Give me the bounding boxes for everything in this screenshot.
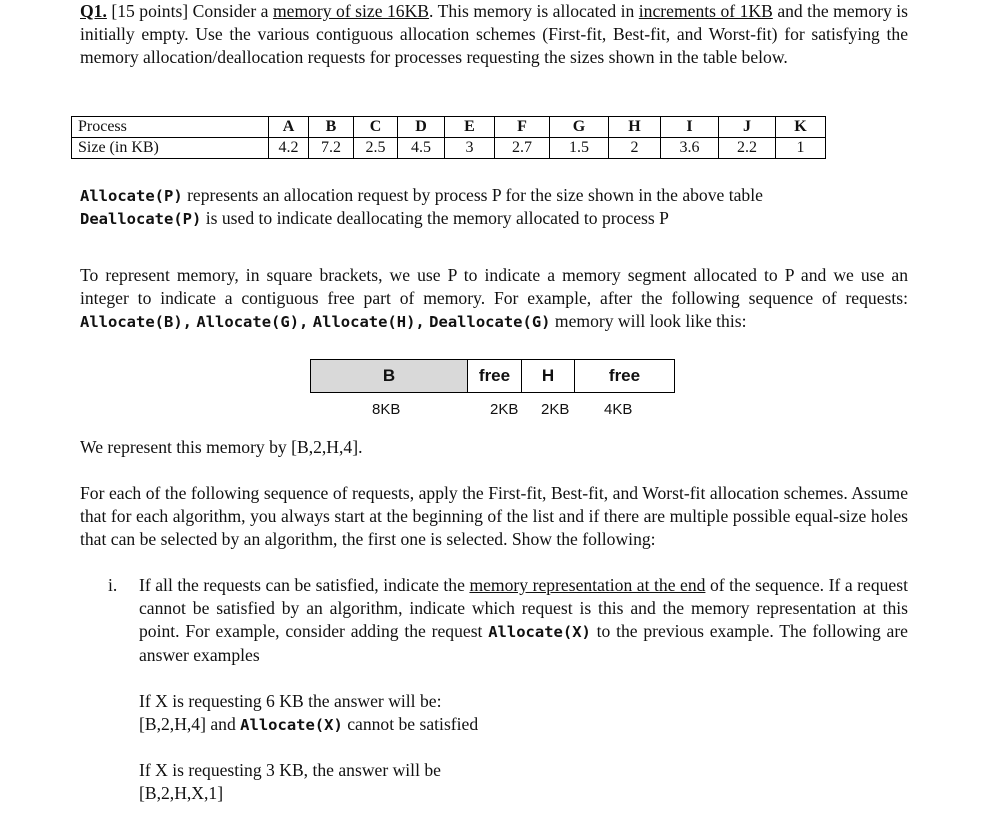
size-cell: 2.5	[354, 138, 398, 159]
example2-line2: [B,2,H,X,1]	[139, 783, 224, 803]
process-row-label: Process	[72, 117, 269, 138]
item-i-text	[139, 574, 908, 667]
item-marker: i.	[108, 575, 118, 595]
instructions-paragraph: For each of the following sequence of requests, apply the First-fit, Best-fit, and Worst-fit allocation schemes. Assume that for each algorithm, you always start at the beginning of the list and if there are multiple possible equal-size holes that can be selected by an algorithm, the first one is selected. Show the following:	[80, 483, 908, 549]
size-cell: 4.2	[269, 138, 309, 159]
memory-segment-free: free	[468, 360, 522, 392]
process-cell: J	[719, 117, 776, 138]
request-code: Deallocate(G)	[429, 313, 551, 331]
process-cell: D	[398, 117, 445, 138]
item-i-underlined: memory representation at the end	[469, 575, 706, 595]
memory-segment-b: B	[311, 360, 468, 392]
allocate-text: represents an allocation request by process P for the size shown in the above table	[187, 185, 763, 205]
size-cell: 1	[776, 138, 826, 159]
request-code: Allocate(B),	[80, 313, 192, 331]
process-cell: G	[550, 117, 609, 138]
memory-bar	[310, 359, 675, 393]
example1-line1: If X is requesting 6 KB the answer will be:	[139, 691, 442, 711]
size-row	[72, 138, 826, 159]
allocate-code: Allocate(P)	[80, 187, 183, 205]
size-cell: 2.2	[719, 138, 776, 159]
size-cell: 2	[609, 138, 661, 159]
process-row	[72, 117, 826, 138]
example1-line2	[139, 713, 478, 737]
item-i-text-b: of the sequence. If a request cannot be satisfied by an algorithm, indicate which request is this and the memory representation at this point. For example, consider adding the request	[139, 575, 908, 641]
item-i-text-a: If all the requests can be satisfied, indicate the	[139, 575, 465, 595]
memory-size-label: 8KB	[372, 401, 401, 418]
item-i-text-c: to the previous example. The following are answer examples	[139, 621, 908, 665]
memory-size-label: 2KB	[490, 401, 519, 418]
deallocate-text: is used to indicate deallocating the memory allocated to process P	[205, 208, 669, 228]
memory-size-label: 2KB	[541, 401, 570, 418]
process-table-wrap	[80, 116, 826, 159]
allocate-definition	[80, 184, 763, 208]
example1-text-a: [B,2,H,4] and	[139, 714, 236, 734]
size-cell: 1.5	[550, 138, 609, 159]
process-cell: F	[495, 117, 550, 138]
increments-phrase: increments of 1KB	[638, 1, 773, 21]
request-code: Allocate(H),	[312, 313, 425, 331]
question-number: Q1.	[80, 1, 107, 21]
representation-text-b: memory will look like this:	[554, 311, 747, 331]
represent-line: We represent this memory by [B,2,H,4].	[80, 437, 363, 457]
intro-text-c: and the memory is initially empty. Use the various contiguous allocation schemes (First-fit, Best-fit, and Worst-fit) for satisfying the memory allocation/deallocation requests for processes requesting the sizes shown in the table below.	[80, 1, 908, 67]
memory-segment-h: H	[522, 360, 575, 392]
size-cell: 3.6	[661, 138, 719, 159]
request-code: Allocate(G),	[196, 313, 309, 331]
size-cell: 4.5	[398, 138, 445, 159]
example1-text-b: cannot be satisfied	[347, 714, 479, 734]
process-cell: K	[776, 117, 826, 138]
intro-text-b: . This memory is allocated in	[429, 1, 635, 21]
size-cell: 7.2	[309, 138, 354, 159]
representation-text-a: To represent memory, in square brackets, we use P to indicate a memory segment allocated to P and we use an integer to indicate a contiguous free part of memory. For example, after the following sequence of requests:	[80, 265, 908, 308]
intro-text-a: Consider a	[192, 1, 269, 21]
process-table	[71, 116, 826, 159]
deallocate-code: Deallocate(P)	[80, 210, 202, 228]
process-cell: A	[269, 117, 309, 138]
question-intro	[80, 0, 908, 69]
size-row-label: Size (in KB)	[72, 138, 269, 159]
memory-size-labels	[310, 401, 675, 421]
process-cell: C	[354, 117, 398, 138]
representation-paragraph	[80, 264, 908, 334]
question-points: [15 points]	[111, 1, 189, 21]
allocate-x-code: Allocate(X)	[488, 623, 591, 641]
process-cell: E	[445, 117, 495, 138]
memory-diagram	[310, 359, 675, 421]
process-cell: B	[309, 117, 354, 138]
process-cell: H	[609, 117, 661, 138]
size-cell: 2.7	[495, 138, 550, 159]
example1-code: Allocate(X)	[240, 716, 343, 734]
memory-size-phrase: memory of size 16KB	[272, 1, 430, 21]
process-cell: I	[661, 117, 719, 138]
size-cell: 3	[445, 138, 495, 159]
memory-segment-free: free	[608, 366, 641, 385]
memory-size-label: 4KB	[604, 401, 633, 418]
example2-line1: If X is requesting 3 KB, the answer will be	[139, 760, 441, 780]
deallocate-definition	[80, 207, 669, 231]
